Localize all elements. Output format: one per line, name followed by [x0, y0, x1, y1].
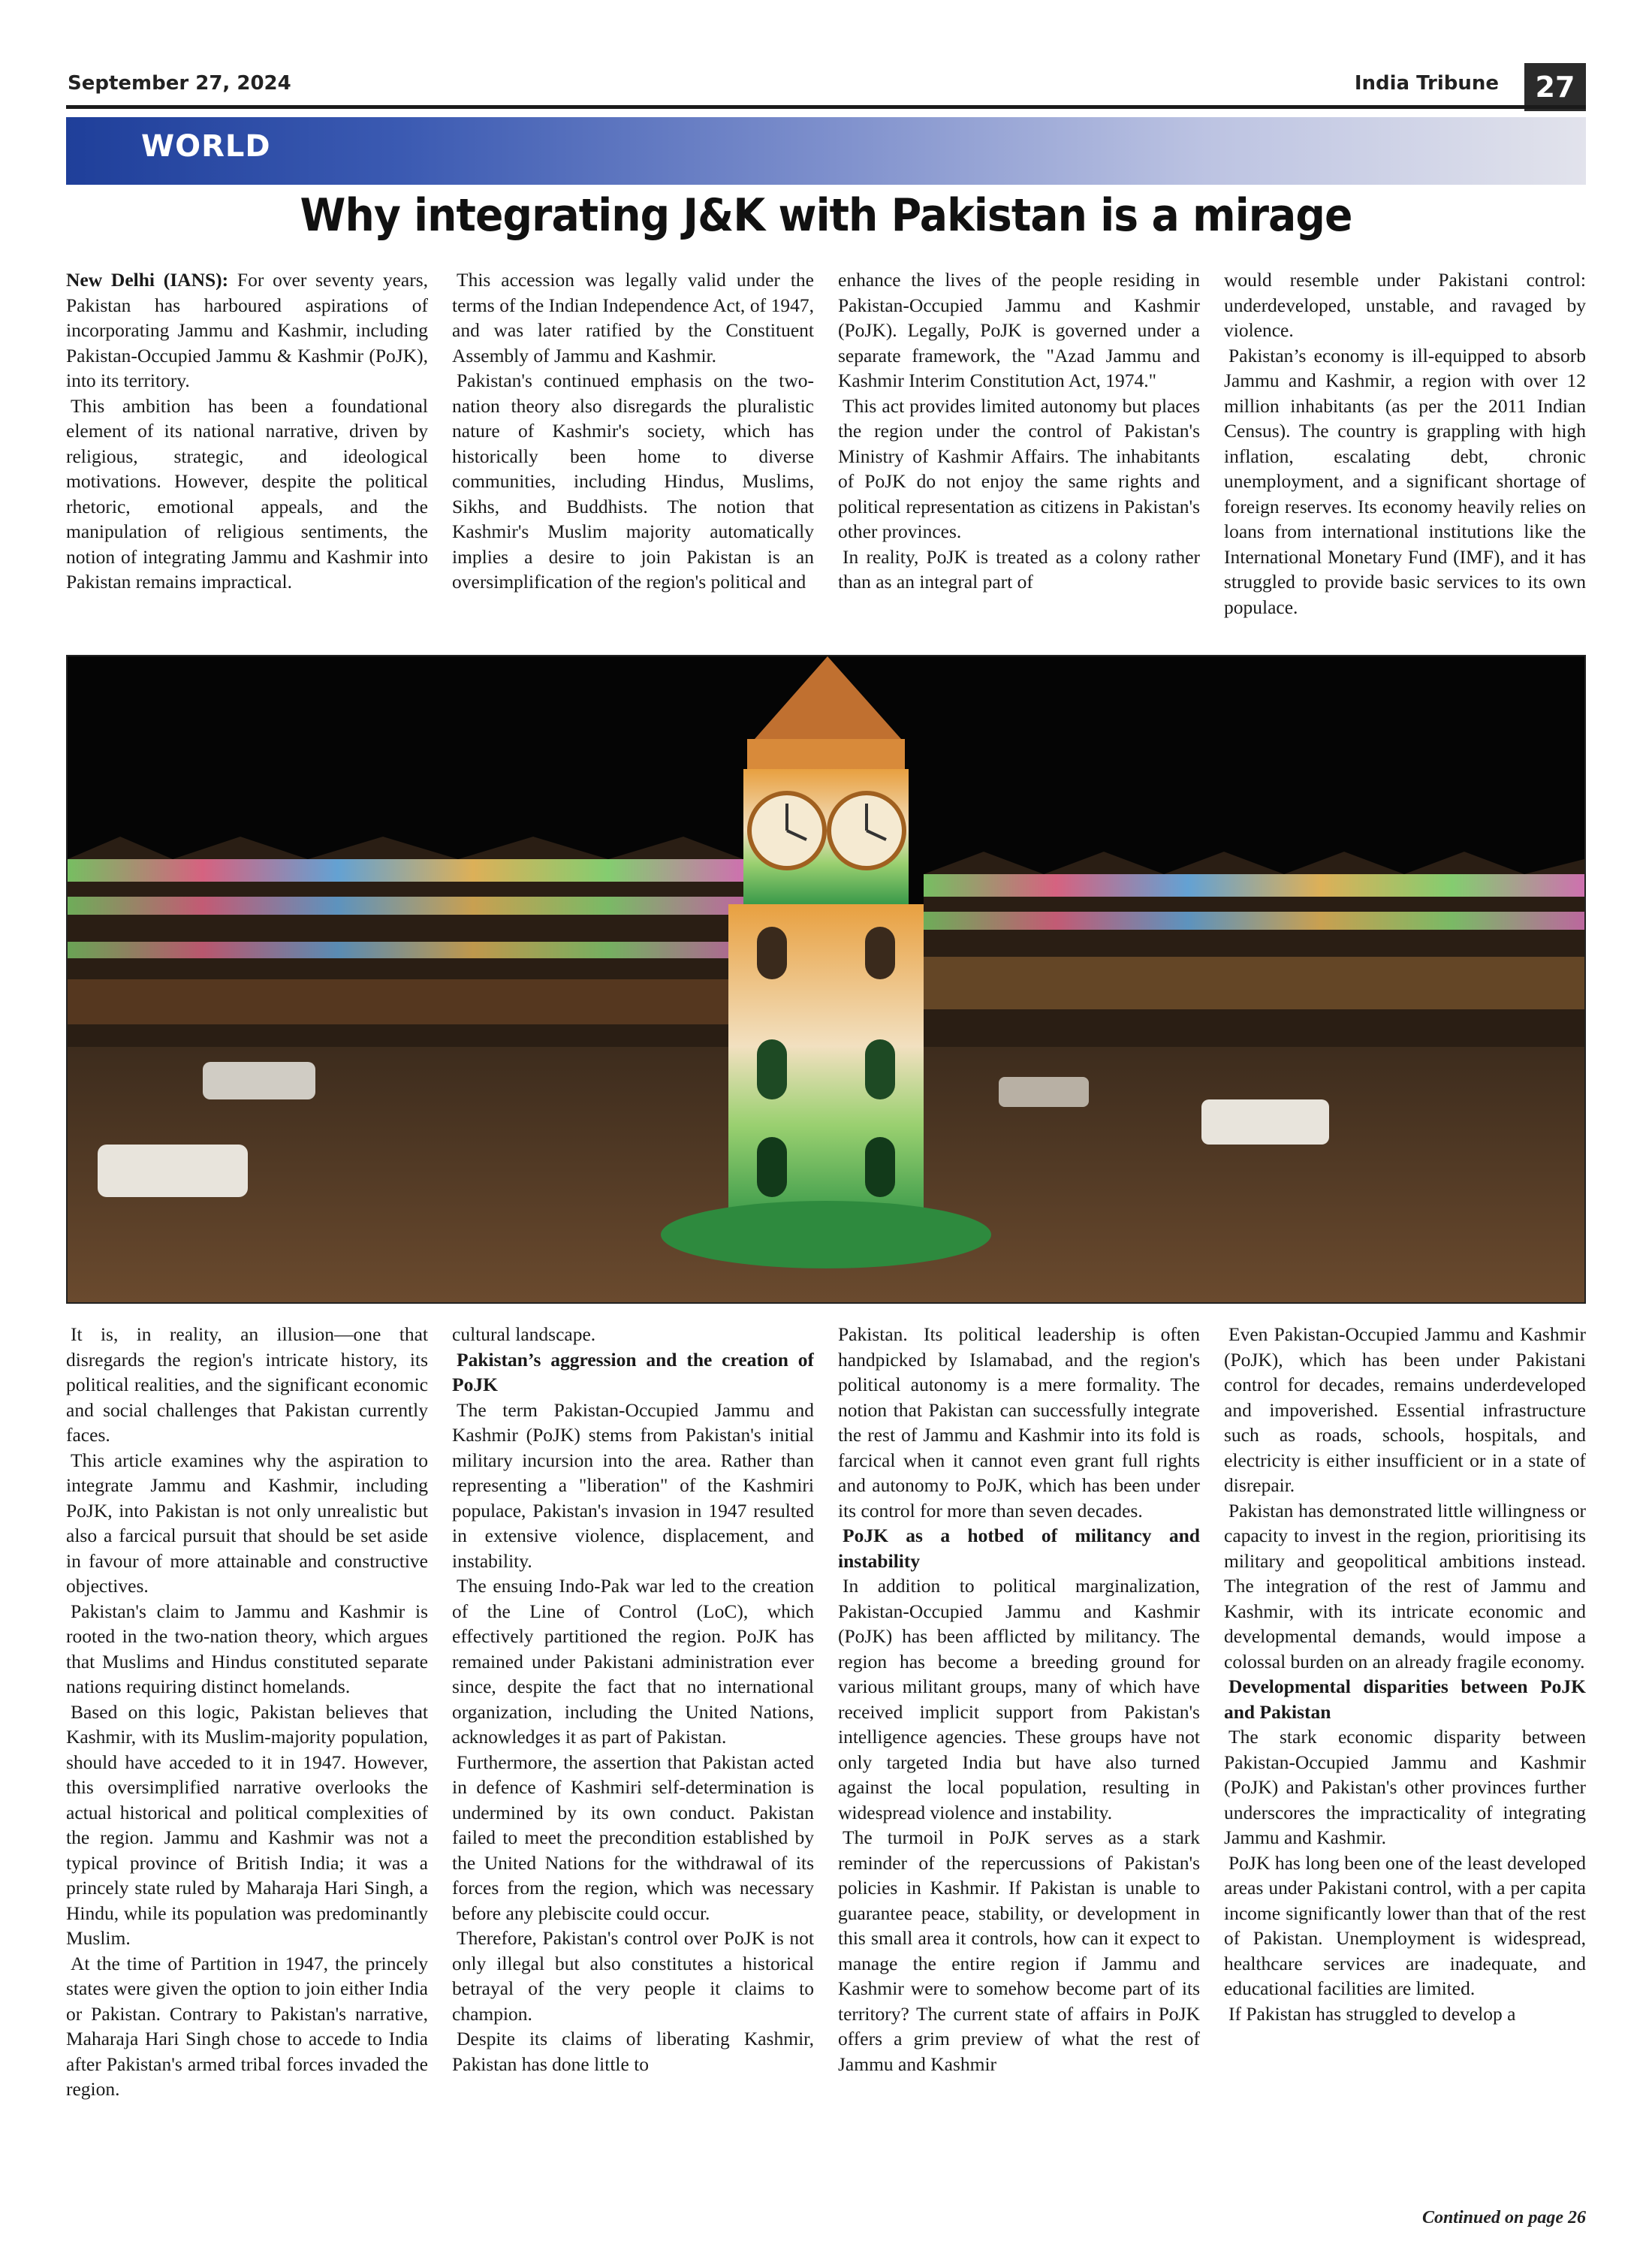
paragraph: Pakistan. Its political leadership is often handpicked by Islamabad, and the region's political autonomy is a mere formality. The notion that Pakistan can successfully integrate the rest of Jammu and Kashmir into its fold is farcical when it cannot even grant full rights and autonomy to PoJK, which has been under its control for more than seven decades. — [838, 1323, 1200, 1522]
paragraph: The term Pakistan-Occupied Jammu and Kashmir (PoJK) stems from Pakistan's initial military incursion into the area. Rather than representing a "liberation" of the Kashmiri populace, Pakistan's invasion in 1947 resulted in extensive violence, displacement, and instability. — [452, 1398, 814, 1572]
bottom-column-2 — [452, 1322, 814, 2208]
paragraph: This ambition has been a foundational element of its national narrative, driven by religious, strategic, and ideological motivations. However, despite the political rhetoric, emotional appeals, and the manipulation of religious sentiments, the notion of integrating Jammu and Kashmir into Pakistan remains impractical. — [66, 394, 428, 593]
bottom-column-1 — [66, 1322, 428, 2208]
top-column-1 — [66, 267, 428, 643]
article-top-columns — [66, 267, 1586, 643]
page-number: 27 — [1524, 63, 1586, 111]
paragraph: would resemble under Pakistani control: underdeveloped, unstable, and ravaged by violence. — [1224, 269, 1586, 341]
paragraph: cultural landscape. — [452, 1323, 596, 1345]
paragraph: This accession was legally valid under the terms of the Indian Independence Act, of 1947, and was later ratified by the Constituent Assembly of Jammu and Kashmir. — [452, 269, 814, 366]
paragraph: At the time of Partition in 1947, the princely states were given the option to join either India or Pakistan. Contrary to Pakistan's narrative, Maharaja Hari Singh chose to accede to India after Pakistan's armed tribal forces invaded the region. — [66, 1952, 428, 2100]
paragraph: Furthermore, the assertion that Pakistan acted in defence of Kashmiri self-determination is undermined by its own conduct. Pakistan failed to meet the precondition established by the United Nations for the withdrawal of its forces from the region, which was necessary before any plebiscite could occur. — [452, 1751, 814, 1924]
paragraph: The ensuing Indo-Pak war led to the creation of the Line of Control (LoC), which effectively partitioned the region. PoJK has remained under Pakistani administration ever since, despite the fact that no international organization, including the United Nations, acknowledges it as part of Pakistan. — [452, 1575, 814, 1748]
paragraph: PoJK has long been one of the least developed areas under Pakistani control, with a per capita income significantly lower than that of the rest of Pakistan. Unemployment is widespread, healthcare services are inadequate, and educational facilities are limited. — [1224, 1851, 1586, 1999]
subheading: PoJK as a hotbed of militancy and instability — [838, 1525, 1200, 1572]
paragraph: The stark economic disparity between Pakistan-Occupied Jammu and Kashmir (PoJK) and Pakistan's other provinces further underscores the impracticality of integrating Jammu and Kashmir. — [1224, 1726, 1586, 1848]
lead-paragraph — [66, 267, 428, 394]
top-column-4 — [1224, 267, 1586, 643]
paragraph: Pakistan's claim to Jammu and Kashmir is rooted in the two-nation theory, which argues that Muslims and Hindus constituted separate nations requiring distinct homelands. — [66, 1600, 428, 1697]
continued-link[interactable]: Continued on page 26 — [1421, 2208, 1586, 2227]
bottom-column-4 — [1224, 1322, 1586, 2208]
paragraph: It is, in reality, an illusion—one that disregards the region's intricate history, its political realities, and the significant economic and social challenges that Pakistan currently faces. — [66, 1323, 428, 1446]
paragraph: In addition to political marginalization, Pakistan-Occupied Jammu and Kashmir (PoJK) has been afflicted by militancy. The region has become a breeding ground for various militant groups, many of which have received implicit support from Pakistan's intelligence agencies. These groups have not only targeted India but have also turned against the local population, resulting in widespread violence and instability. — [838, 1575, 1200, 1823]
paragraph: Pakistan has demonstrated little willingness or capacity to invest in the region, prioritising its military and geopolitical ambitions instead. The integration of the rest of Jammu and Kashmir, with its intricate economic and developmental demands, would impose a colossal burden on an already fragile economy. — [1224, 1499, 1586, 1672]
clock-tower-photo — [66, 655, 1586, 1304]
issue-date: September 27, 2024 — [68, 72, 291, 95]
paragraph: This article examines why the aspiration to integrate Jammu and Kashmir, including PoJK, into Pakistan is not only unrealistic but also a farcical pursuit that should be set aside in favour of more attainable and constructive objectives. — [66, 1449, 428, 1597]
article-headline: Why integrating J&K with Pakistan is a mirage — [300, 189, 1352, 242]
subheading: Developmental disparities between PoJK and Pakistan — [1224, 1675, 1586, 1723]
header-rule — [66, 105, 1586, 109]
subheading: Pakistan’s aggression and the creation of PoJK — [452, 1348, 814, 1395]
paragraph: Pakistan’s economy is ill-equipped to absorb Jammu and Kashmir, a region with over 12 million inhabitants (as per the 2011 Indian Census). The country is grappling with high inflation, escalating debt, chronic unemployment, and a significant shortage of foreign reserves. Its economy heavily relies on loans from international institutions like the International Monetary Fund (IMF), and it has struggled to provide basic services to its own populace. — [1224, 344, 1586, 618]
paragraph: Pakistan's continued emphasis on the two-nation theory also disregards the pluralistic nature of Kashmir's society, which has historically been home to diverse communities, including Hindus, Muslims, Sikhs, and Buddhists. The notion that Kashmir's Muslim majority automatically implies a desire to join Pakistan is an oversimplification of the region's political and — [452, 369, 814, 593]
paragraph: Therefore, Pakistan's control over PoJK is not only illegal but also constitutes a historical betrayal of the very people it claims to champion. — [452, 1927, 814, 2025]
paragraph: Despite its claims of liberating Kashmir, Pakistan has done little to — [452, 2028, 814, 2075]
section-banner — [66, 117, 1586, 185]
paragraph: Based on this logic, Pakistan believes that Kashmir, with its Muslim-majority population, should have acceded to it in 1947. However, this oversimplified narrative overlooks the actual historical and political complexities of the region. Jammu and Kashmir was not a typical province of British India; it was a princely state ruled by Maharaja Hari Singh, a Hindu, while its population was predominantly Muslim. — [66, 1700, 428, 1949]
top-column-3 — [838, 267, 1200, 643]
photo-illustration — [68, 656, 1584, 1302]
article-bottom-columns — [66, 1322, 1586, 2208]
paragraph: Even Pakistan-Occupied Jammu and Kashmir (PoJK), which has been under Pakistani control for decades, remains underdeveloped and impoverished. Essential infrastructure such as roads, schools, hospitals, and electricity is either insufficient or in a state of disrepair. — [1224, 1323, 1586, 1496]
dateline: New Delhi (IANS): — [66, 269, 229, 291]
paragraph: The turmoil in PoJK serves as a stark reminder of the repercussions of Pakistan's policies in Kashmir. If Pakistan is unable to guarantee peace, stability, or development in this small area it controls, how can it expect to manage the entire region if Jammu and Kashmir were to somehow become part of its territory? The current state of affairs in PoJK offers a grim preview of what the rest of Jammu and Kashmir — [838, 1826, 1200, 2075]
paragraph-text: For over seventy years, Pakistan has harboured aspirations of incorporating Jammu and Kashmir, including Pakistan-Occupied Jammu & Kashmir (PoJK), into its territory. — [66, 269, 428, 391]
paragraph: enhance the lives of the people residing in Pakistan-Occupied Jammu and Kashmir (PoJK). Legally, PoJK is governed under a separate framework, the "Azad Jammu and Kashmir Interim Constitution Act, 1974." — [838, 269, 1200, 391]
bottom-column-3 — [838, 1322, 1200, 2208]
top-column-2 — [452, 267, 814, 643]
publication-name: India Tribune — [1354, 72, 1499, 95]
page-header — [66, 63, 1586, 108]
paragraph: If Pakistan has struggled to develop a — [1228, 2002, 1516, 2025]
paragraph: In reality, PoJK is treated as a colony rather than as an integral part of — [838, 545, 1200, 593]
paragraph: This act provides limited autonomy but places the region under the control of Pakistan's Ministry of Kashmir Affairs. The inhabitants of PoJK do not enjoy the same rights and political representation as citizens in Pakistan's other provinces. — [838, 394, 1200, 542]
section-label: WORLD — [141, 129, 271, 164]
